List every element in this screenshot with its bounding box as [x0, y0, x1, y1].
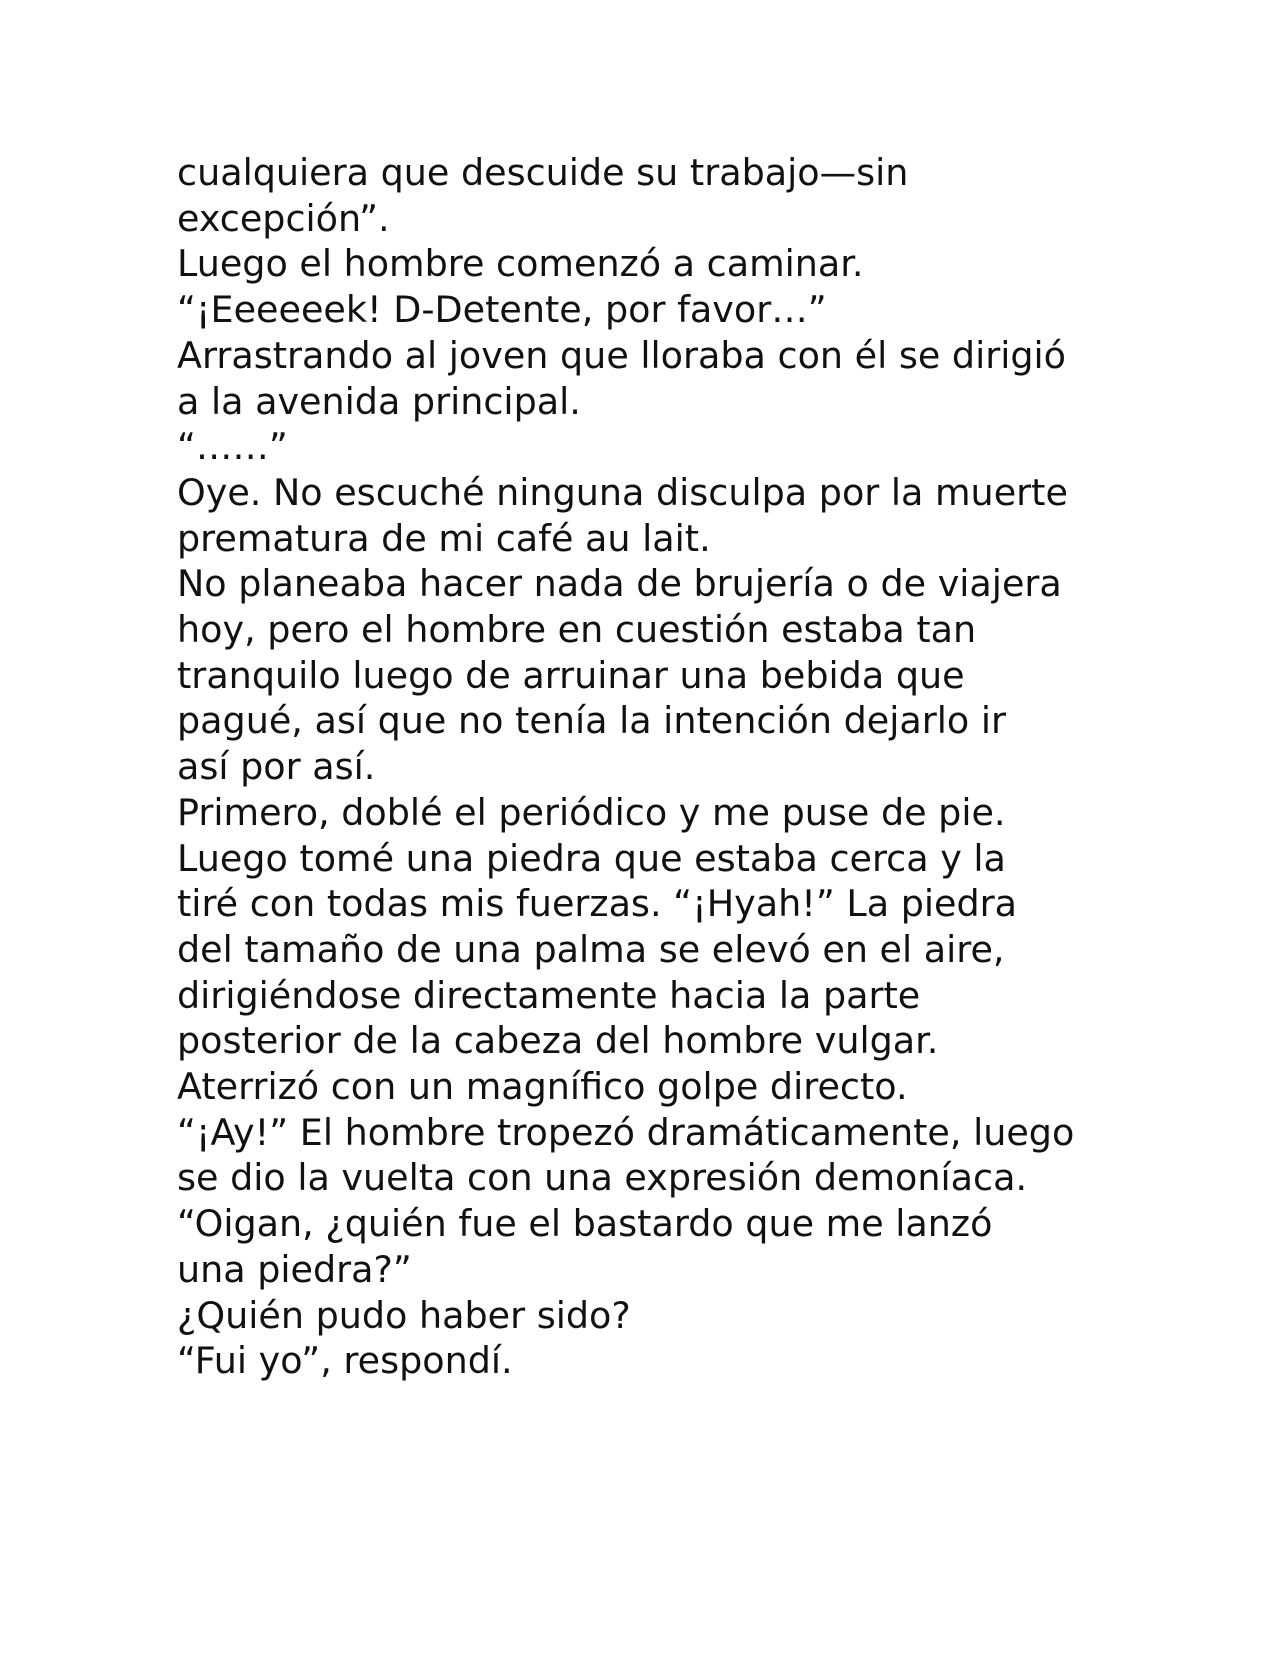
text-line: “……”: [177, 425, 288, 469]
text-line: así por así.: [177, 745, 376, 789]
text-line: prematura de mi café au lait.: [177, 516, 711, 560]
text-line: del tamaño de una palma se elevó en el aire,: [177, 927, 1005, 971]
text-line: “¡Eeeeeek! D-Detente, por favor…”: [177, 288, 827, 332]
text-line: hoy, pero el hombre en cuestión estaba tan: [177, 608, 977, 652]
text-line: “Fui yo”, respondí.: [177, 1339, 513, 1383]
text-line: Luego tomé una piedra que estaba cerca y la: [177, 836, 1006, 880]
text-line: Primero, doblé el periódico y me puse de pie.: [177, 790, 1006, 834]
text-line: se dio la vuelta con una expresión demoníaca.: [177, 1156, 1028, 1200]
body-text: [177, 150, 1117, 1384]
text-line: a la avenida principal.: [177, 379, 581, 423]
text-line: Oye. No escuché ninguna disculpa por la muerte: [177, 470, 1068, 514]
text-line: “Oigan, ¿quién fue el bastardo que me lanzó: [177, 1202, 993, 1246]
text-line: tiré con todas mis fuerzas. “¡Hyah!” La piedra: [177, 882, 1017, 926]
text-line: tranquilo luego de arruinar una bebida que: [177, 653, 965, 697]
text-line: una piedra?”: [177, 1247, 412, 1291]
text-line: dirigiéndose directamente hacia la parte: [177, 973, 921, 1017]
text-line: “¡Ay!” El hombre tropezó dramáticamente, luego: [177, 1110, 1075, 1154]
text-line: Aterrizó con un magnífico golpe directo.: [177, 1065, 908, 1109]
text-line: Luego el hombre comenzó a caminar.: [177, 242, 864, 286]
text-line: No planeaba hacer nada de brujería o de viajera: [177, 562, 1062, 606]
text-line: excepción”.: [177, 196, 390, 240]
text-line: cualquiera que descuide su trabajo—sin: [177, 151, 909, 194]
text-line: Arrastrando al joven que lloraba con él se dirigió: [177, 333, 1067, 377]
text-line: ¿Quién pudo haber sido?: [177, 1293, 631, 1337]
text-line: pagué, así que no tenía la intención dejarlo ir: [177, 699, 1006, 743]
text-line: posterior de la cabeza del hombre vulgar.: [177, 1019, 939, 1063]
